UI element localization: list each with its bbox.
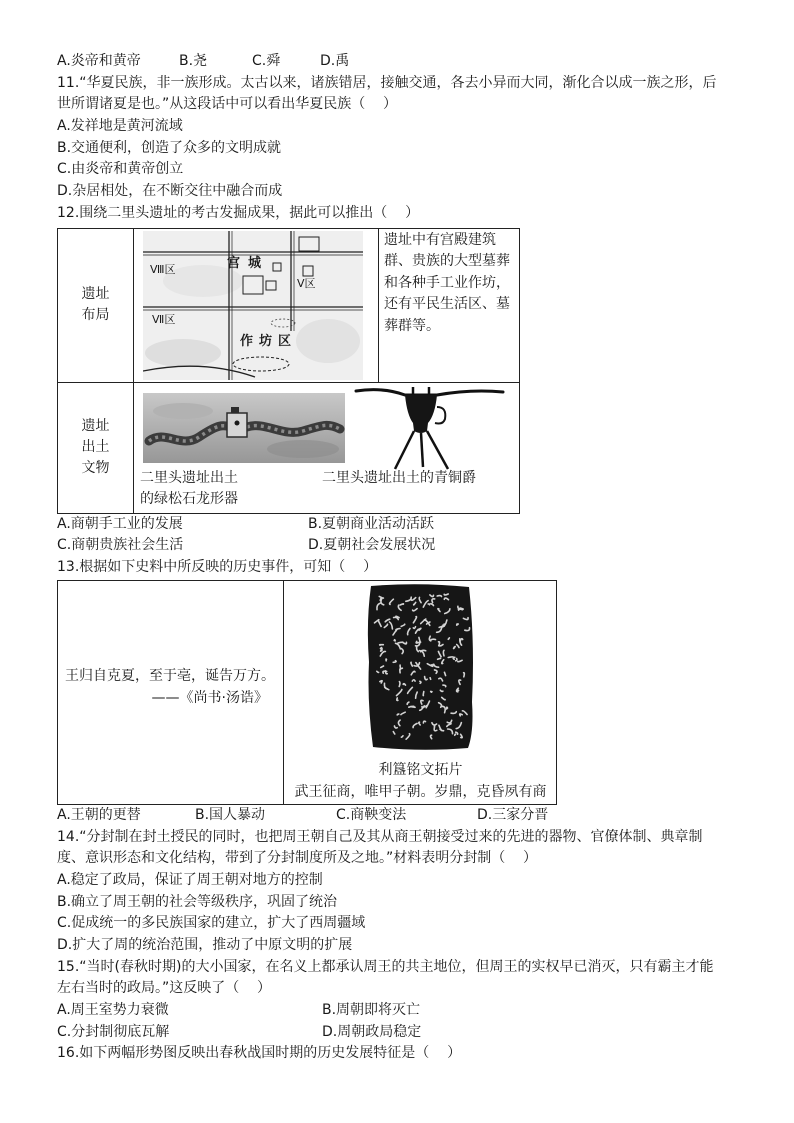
q15-options-row-1	[57, 1000, 737, 1022]
rubbing-glyph-stroke	[444, 672, 445, 675]
table-divider-vertical	[133, 229, 134, 513]
dragon-snout	[231, 407, 239, 413]
q16-stem: 16.如下两幅形势图反映出春秋战国时期的历史发展特征是（ ）	[57, 1045, 462, 1062]
jue-caption: 二里头遗址出土的青铜爵	[322, 469, 476, 486]
q15-option-a: A.周王室势力衰微	[57, 1002, 169, 1019]
exam-page	[57, 51, 737, 1065]
rubbing-glyph-stroke	[447, 707, 448, 709]
q13-options-row	[57, 805, 737, 827]
photo-shade	[153, 403, 213, 419]
relics-label: 遗址出土文物	[81, 418, 110, 476]
map-label-zone-7: Ⅶ区	[152, 312, 176, 326]
map-label-zone-8: Ⅷ区	[150, 262, 176, 276]
rubbing-glyph-stroke	[443, 650, 444, 656]
rubbing-glyph-stroke	[437, 595, 441, 596]
relics-label-cell	[58, 383, 133, 513]
q12-option-b: B.夏朝商业活动活跃	[308, 515, 435, 532]
rubbing-glyph-stroke	[399, 681, 400, 686]
q13-option-b: B.国人暴动	[195, 806, 266, 823]
rubbing-inscription-text: 武王征商，唯甲子朝。岁鼎，克昏夙有商	[294, 783, 547, 800]
rubbing-glyph-stroke	[403, 684, 405, 685]
q15-option-c: C.分封制彻底瓦解	[57, 1023, 170, 1040]
q14-stem-line-2: 度、意识形态和文化结构，带到了分封制度所及之地。”材料表明分封制（ ）	[57, 850, 538, 867]
rubbing-glyph-stroke	[458, 690, 459, 691]
rubbing-glyph-stroke	[431, 664, 433, 665]
site-layout-map	[143, 231, 363, 380]
rubbing-caption: 利簋铭文拓片	[378, 761, 463, 778]
rubbing-glyph-stroke	[394, 640, 395, 641]
shangshu-citation: ——《尚书·汤诰》	[151, 689, 268, 706]
q11-stem-line-2: 世所谓诸夏是也。”从这段话中可以看出华夏民族（ ）	[57, 96, 398, 113]
rubbing-glyph-stroke	[430, 678, 431, 680]
q13-table	[57, 580, 557, 805]
rubbing-glyph-stroke	[444, 594, 448, 595]
q12-table	[57, 228, 520, 514]
q14-option-b: B.确立了周王朝的社会等级秩序，巩固了统治	[57, 893, 338, 910]
q11-option-d: D.杂居相处，在不断交往中融合而成	[57, 183, 283, 200]
q10-option-b: B.尧	[179, 53, 208, 69]
rubbing-glyph-stroke	[431, 691, 432, 692]
layout-label: 遗址布局	[81, 286, 110, 323]
q11-option-b: B.交通便利，创造了众多的文明成就	[57, 139, 282, 156]
q15-option-b: B.周朝即将灭亡	[322, 1002, 421, 1019]
q12-options-row-2	[57, 535, 737, 557]
rubbing-glyph-stroke	[438, 658, 441, 659]
bronze-jue-image	[353, 385, 505, 471]
q15-options-row-2	[57, 1022, 737, 1044]
layout-label-cell	[58, 229, 133, 382]
map-label-workshop: 作坊区	[240, 333, 298, 349]
rubbing-glyph-stroke	[380, 645, 384, 646]
q13-option-c: C.商鞅变法	[336, 806, 407, 823]
q11-stem-line-1: 11.“华夏民族，非一族形成。太古以来，诸族错居，接触交通，各去小异而大同，渐化合以成一族之形，后	[57, 74, 717, 91]
q12-stem: 12.围绕二里头遗址的考古发掘成果，据此可以推出（ ）	[57, 204, 420, 221]
rubbing-glyph-stroke	[380, 599, 381, 601]
rubbing-glyph-stroke	[448, 638, 449, 639]
rubbing-glyph-stroke	[455, 734, 456, 735]
layout-description: 遗址中有宫殿建筑群、贵族的大型墓葬和各种手工业作坊，还有平民生活区、墓葬群等。	[384, 231, 510, 334]
li-gui-rubbing-image	[365, 582, 475, 752]
dragon-eye	[235, 420, 240, 425]
q14-option-c: C.促成统一的多民族国家的建立，扩大了西周疆域	[57, 915, 366, 932]
rubbing-glyph-stroke	[428, 604, 429, 605]
turquoise-dragon-image	[143, 393, 345, 463]
q11-option-c: C.由炎帝和黄帝创立	[57, 161, 184, 178]
q10-options-row	[57, 51, 737, 73]
jue-leg	[395, 431, 414, 469]
q14-option-d: D.扩大了周的统治范围，推动了中原文明的扩展	[57, 936, 353, 953]
q15-option-d: D.周朝政局稳定	[322, 1023, 422, 1040]
q10-option-c: C.舜	[252, 53, 281, 69]
rubbing-glyph-stroke	[457, 624, 458, 625]
rubbing-glyph-stroke	[397, 714, 399, 715]
rubbing-glyph-stroke	[419, 722, 420, 725]
photo-shade	[267, 440, 339, 458]
rubbing-glyph-stroke	[448, 657, 453, 658]
jue-body	[405, 395, 437, 433]
q13-stem: 13.根据如下史料中所反映的历史事件，可知（ ）	[57, 558, 378, 575]
q12-options-row-1	[57, 514, 737, 536]
rubbing-glyph-stroke	[458, 609, 462, 610]
jue-leg	[421, 433, 423, 467]
map-shade	[296, 319, 360, 363]
rubbing-glyph-stroke	[464, 673, 465, 677]
q12-option-c: C.商朝贵族社会生活	[57, 537, 184, 554]
q13-option-a: A.王朝的更替	[57, 806, 141, 823]
q10-option-d: D.禹	[320, 53, 350, 69]
q14-option-a: A.稳定了政局，保证了周王朝对地方的控制	[57, 871, 323, 888]
q12-option-a: A.商朝手工业的发展	[57, 515, 183, 532]
q13-option-d: D.三家分晋	[477, 806, 549, 823]
map-shade	[145, 339, 221, 367]
jue-leg	[427, 431, 448, 469]
map-label-zone-5: Ⅴ区	[297, 276, 316, 290]
rubbing-glyph-stroke	[439, 642, 440, 646]
q14-stem-line-1: 14.“分封制在封土授民的同时，也把周王朝自己及其从商王朝接受过来的先进的器物、官僚体制、典章制	[57, 828, 703, 845]
q15-stem-line-1: 15.“当时(春秋时期)的大小国家，在名义上都承认周王的共主地位，但周王的实权早已消灭，只有霸主才能	[57, 958, 714, 975]
jue-handle	[435, 407, 445, 424]
dragon-caption: 二里头遗址出土的绿松石龙形器	[140, 469, 238, 508]
q10-option-a: A.炎帝和黄帝	[57, 53, 141, 69]
q12-option-d: D.夏朝社会发展状况	[308, 537, 436, 554]
q15-stem-line-2: 左右当时的政局。”这反映了（ ）	[57, 980, 272, 997]
rubbing-glyph-stroke	[423, 691, 424, 695]
map-label-palace: 宫城	[227, 255, 270, 271]
table-divider-vertical	[378, 229, 379, 382]
shangshu-quote: 王归自克夏，至于亳，诞告万方。	[65, 667, 275, 684]
q11-option-a: A.发祥地是黄河流域	[57, 118, 183, 135]
